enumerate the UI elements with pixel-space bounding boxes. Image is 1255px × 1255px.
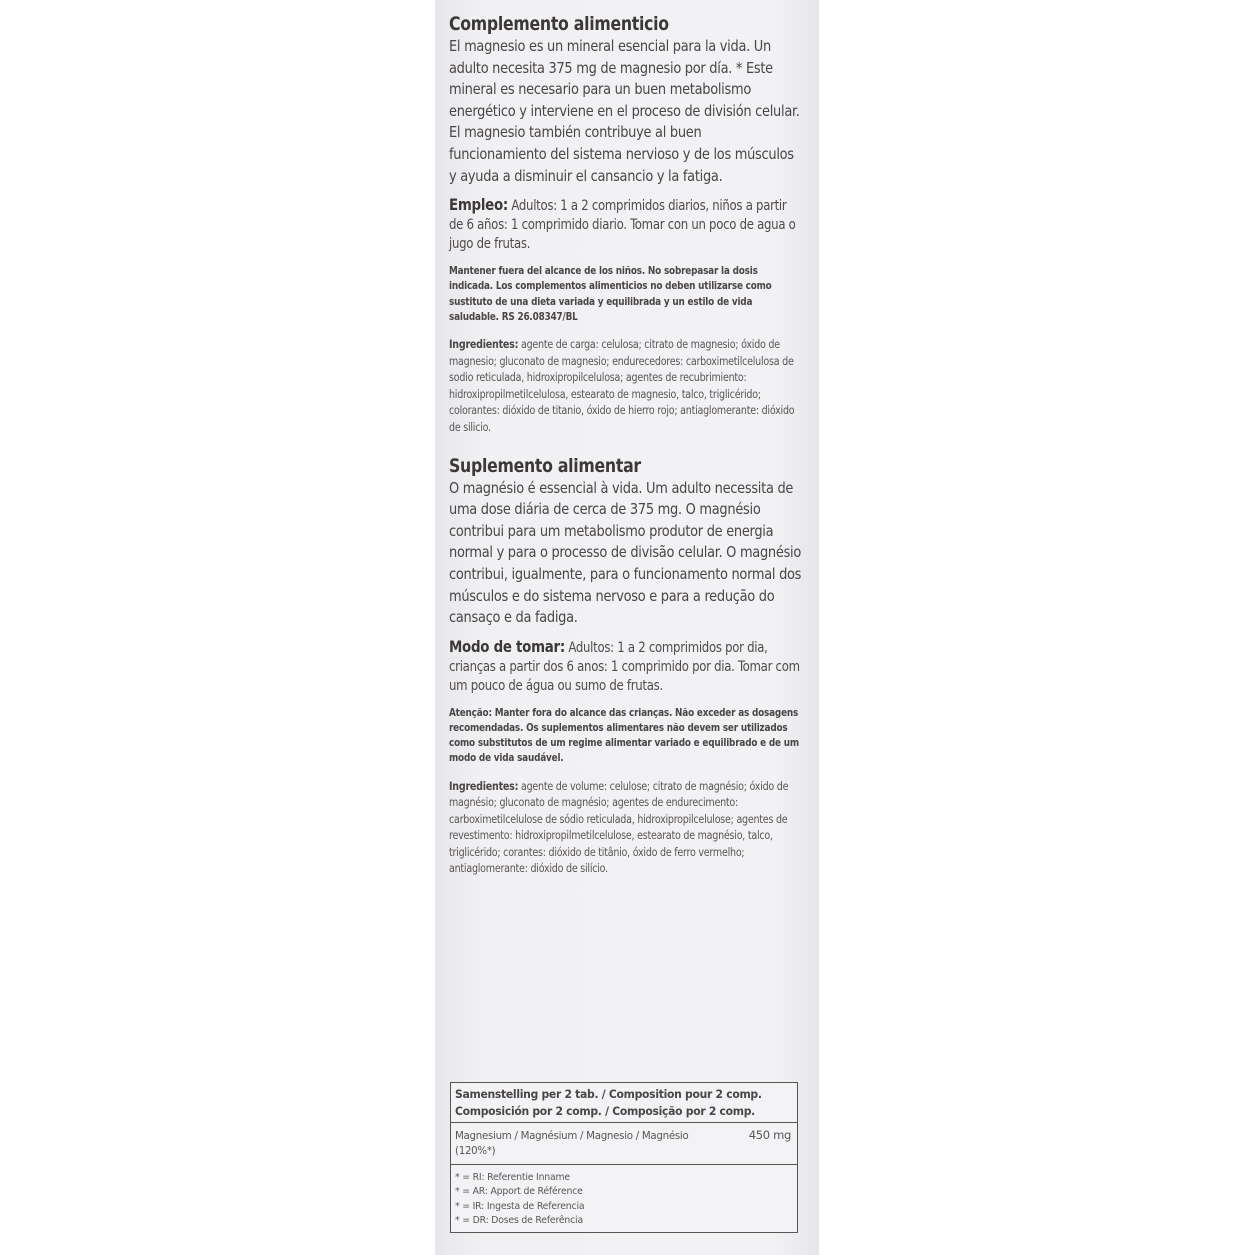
pt-ingredients-text: agente de volume: celulose; citrato de magnésio; óxido de magnésio; gluconato de magnésio; agentes de endurecimento: carboximetilcelulose de sódio reticulada, hidroxipropilcelulose; agentes de revestimento: hidroxipropilmetilcelulose, estearato de magnésio, talco, triglicérido; corantes: dióxido de titânio, óxido de ferro vermelho; antiaglomerante: dióxido de silício. [449, 778, 789, 876]
composition-note: * = AR: Apport de Référence [455, 1186, 583, 1198]
pt-warning: Atenção: Manter fora do alcance das crianças. Não exceder as dosagens recomendadas. Os suplementos alimentares não devem ser utilizados como substitutos de um regime alimentar variado e equilibrado e de um modo de vida saudável. [449, 706, 799, 765]
pt-usage-label: Modo de tomar: [449, 636, 565, 656]
composition-table [450, 1082, 798, 1233]
es-ingredients-label: Ingredientes: [449, 336, 519, 351]
es-usage-text: Adultos: 1 a 2 comprimidos diarios, niños a partir de 6 años: 1 comprimido diario. Tomar con un poco de agua o jugo de frutas. [449, 198, 796, 253]
es-warning: Mantener fuera del alcance de los niños. No sobrepasar la dosis indicada. Los complementos alimenticios no deben utilizarse como sustituto de una dieta variada y equilibrada y un estilo de vida saludable. RS 26.08347/BL [449, 265, 772, 323]
section-spacer [449, 436, 809, 454]
composition-row-name: Magnesium / Magnésium / Magnesio / Magnésio (120%*) [455, 1129, 689, 1157]
es-usage [449, 195, 802, 254]
es-usage-label: Empleo: [449, 195, 508, 215]
pt-title: Suplemento alimentar [449, 454, 641, 477]
es-title: Complemento alimenticio [449, 13, 669, 35]
composition-note: * = IR: Ingesta de Referencia [455, 1200, 585, 1212]
es-ingredients-text: agente de carga: celulosa; citrato de magnesio; óxido de magnesio; gluconato de magnesio; endurecedores: carboximetilcelulosa de sodio reticulada, hidroxipropilcelulosa; agentes de recubrimiento: hidroxipropilmetilcelulosa, estearato de magnesio, talco, triglicérido; colorantes: dióxido de titanio, óxido de hierro rojo; antiaglomerante: dióxido de silicio. [449, 336, 795, 434]
pt-intro: O magnésio é essencial à vida. Um adulto necessita de uma dose diária de cerca de 375 mg. O magnésio contribui para um metabolismo produtor de energia normal y para o processo de divisão celular. O magnésio contribui, igualmente, para o funcionamento normal dos músculos e do sistema nervoso e para a redução do cansaço e da fadiga. [449, 478, 802, 627]
pt-ingredients-label: Ingredientes: [449, 778, 519, 793]
es-intro: El magnesio es un mineral esencial para la vida. Un adulto necesita 375 mg de magnesio por día. * Este mineral es necesario para un buen metabolismo energético y interviene en el proceso de división celular. El magnesio también contribuye al buen funcionamiento del sistema nervioso y de los músculos y ayuda a disminuir el cansancio y la fatiga. [449, 37, 800, 185]
composition-header-line1: Samenstelling per 2 tab. / Composition pour 2 comp. [455, 1087, 762, 1101]
composition-notes [451, 1165, 797, 1232]
composition-note: * = DR: Doses de Referência [455, 1214, 583, 1226]
composition-note: * = RI: Referentie Inname [455, 1172, 570, 1183]
composition-row-magnesium [451, 1123, 797, 1165]
label-text [449, 12, 809, 877]
product-label-panel [435, 0, 819, 1255]
composition-header [451, 1083, 797, 1123]
composition-header-line2: Composición por 2 comp. / Composição por 2 comp. [455, 1104, 755, 1118]
pt-ingredients [449, 778, 802, 878]
pt-usage [449, 637, 802, 696]
pt-usage-text: Adultos: 1 a 2 comprimidos por dia, crianças a partir dos 6 anos: 1 comprimido por dia. Tomar com um pouco de água ou sumo de frutas. [449, 639, 800, 694]
composition-row-value: 450 mg [748, 1128, 791, 1142]
es-ingredients [449, 336, 802, 436]
